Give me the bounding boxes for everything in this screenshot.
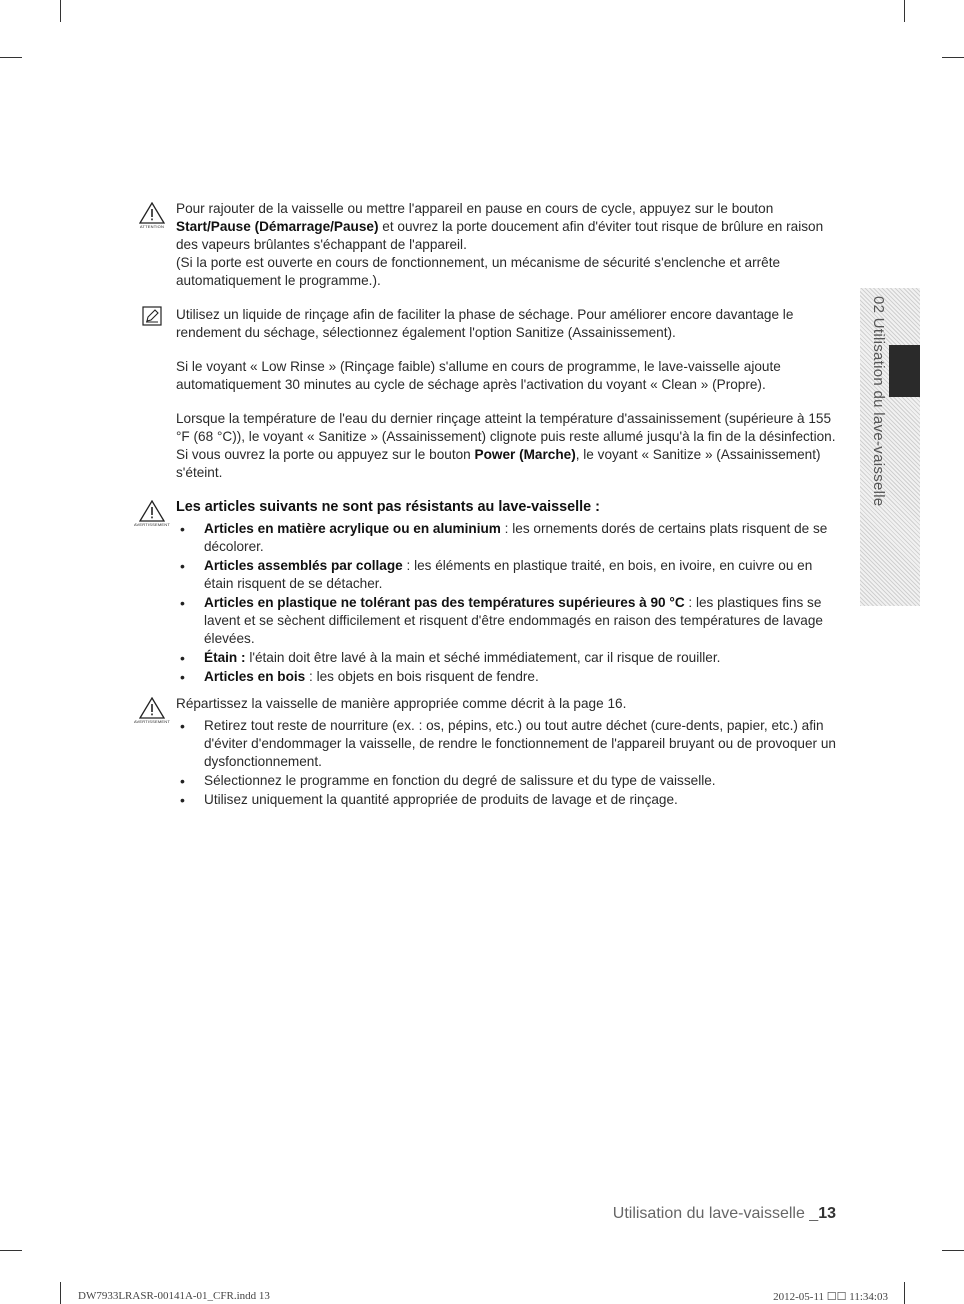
- crop-mark: [0, 1250, 22, 1251]
- loading-tips-list: [176, 717, 837, 809]
- list-item: • Articles assemblés par collage : les éléments en plastique traité, en bois, en ivoire, en cuivre ou en étain risquent de se détacher.: [204, 557, 837, 593]
- caution-text: Pour rajouter de la vaisselle ou mettre l'appareil en pause en cours de cycle, appuyez sur le bouton Start/Pause (Démarrage/Pause) et ouvrez la porte doucement afin d'éviter tout risque de brûlure en raison des vapeurs brûlantes s'échappant de l'appareil.: [176, 201, 824, 252]
- list-item: • Sélectionnez le programme en fonction du degré de salissure et du type de vaisselle.: [204, 772, 837, 790]
- crop-mark: [904, 1282, 905, 1304]
- note-pencil-icon: [132, 306, 172, 326]
- page-number: 13: [818, 1205, 836, 1222]
- list-item: • Utilisez uniquement la quantité appropriée de produits de lavage et de rinçage.: [204, 791, 837, 809]
- warning-icon-caption: AVERTISSEMENT: [133, 522, 170, 527]
- footer-section-title: Utilisation du lave-vaisselle _: [612, 1205, 819, 1222]
- caution-block: [132, 200, 837, 290]
- page-content: [132, 200, 837, 810]
- note-paragraph-rinse-aid: Utilisez un liquide de rinçage afin de faciliter la phase de séchage. Pour améliorer encore davantage le rendement du séchage, sélectionnez également l'option Sanitize (Assainissement).: [176, 307, 794, 340]
- crop-mark: [904, 0, 905, 22]
- warning-heading: Les articles suivants ne sont pas résistants au lave-vaisselle :: [176, 499, 600, 515]
- list-item: • Retirez tout reste de nourriture (ex. : os, pépins, etc.) ou tout autre déchet (cure-dents, papier, etc.) afin d'éviter d'endommager la vaisselle, de rendre le fonctionnement de l'appareil bruyant ou de provoquer un dysfonctionnement.: [204, 717, 837, 771]
- start-pause-label: Start/Pause (Démarrage/Pause): [176, 219, 379, 234]
- caution-note: (Si la porte est ouverte en cours de fonctionnement, un mécanisme de sécurité s'enclenche et arrête automatiquement le programme.).: [176, 255, 781, 288]
- note-paragraph-sanitize: Lorsque la température de l'eau du dernier rinçage atteint la température d'assainissement (supérieure à 155 °F (68 °C)), le voyant « Sanitize » (Assainissement) clignote puis reste allumé jusqu'à la fin de la désinfection. Si vous ouvrez la porte ou appuyez sur le bouton Power (Marche), le voyant « Sanitize » (Assainissement) s'éteint.: [176, 411, 836, 480]
- chapter-tab-label: 02 Utilisation du lave-vaisselle: [870, 296, 887, 507]
- crop-mark: [60, 0, 61, 22]
- page-footer: [613, 1205, 836, 1223]
- warning-block-loading: [132, 695, 837, 809]
- warning-intro: Répartissez la vaisselle de manière appropriée comme décrit à la page 16.: [176, 696, 627, 711]
- warning-block-items: [132, 498, 837, 686]
- note-block: [132, 306, 837, 482]
- crop-mark: [942, 1250, 964, 1251]
- warning-triangle-icon: [132, 500, 172, 527]
- chapter-tab-marker: [889, 345, 920, 397]
- power-label: Power (Marche): [474, 447, 576, 462]
- list-item: • Étain : l'étain doit être lavé à la main et séché immédiatement, car il risque de rouiller.: [204, 649, 837, 667]
- list-item: • Articles en plastique ne tolérant pas des températures supérieures à 90 °C : les plastiques fins se lavent et se sèchent difficilement et risquent d'être endommagés en raison des températures de lavage élevées.: [204, 594, 837, 648]
- non-dishwasher-safe-list: [176, 520, 837, 686]
- caution-icon-caption: ATTENTION: [139, 224, 165, 229]
- list-item: • Articles en bois : les objets en bois risquent de fendre.: [204, 668, 837, 686]
- crop-mark: [60, 1282, 61, 1304]
- warning-triangle-icon: [132, 697, 172, 724]
- caution-triangle-icon: [132, 202, 172, 229]
- print-timestamp: 2012-05-11 ☐☐ 11:34:03: [773, 1291, 888, 1303]
- crop-mark: [942, 57, 964, 58]
- warning-icon-caption: AVERTISSEMENT: [133, 719, 170, 724]
- list-item: • Articles en matière acrylique ou en aluminium : les ornements dorés de certains plats risquent de se décolorer.: [204, 520, 837, 556]
- note-paragraph-low-rinse: Si le voyant « Low Rinse » (Rinçage faible) s'allume en cours de programme, le lave-vaisselle ajoute automatiquement 30 minutes au cycle de séchage après l'activation du voyant « Clean » (Propre).: [176, 359, 781, 392]
- crop-mark: [0, 57, 22, 58]
- file-slug: DW7933LRASR-00141A-01_CFR.indd 13: [78, 1290, 270, 1302]
